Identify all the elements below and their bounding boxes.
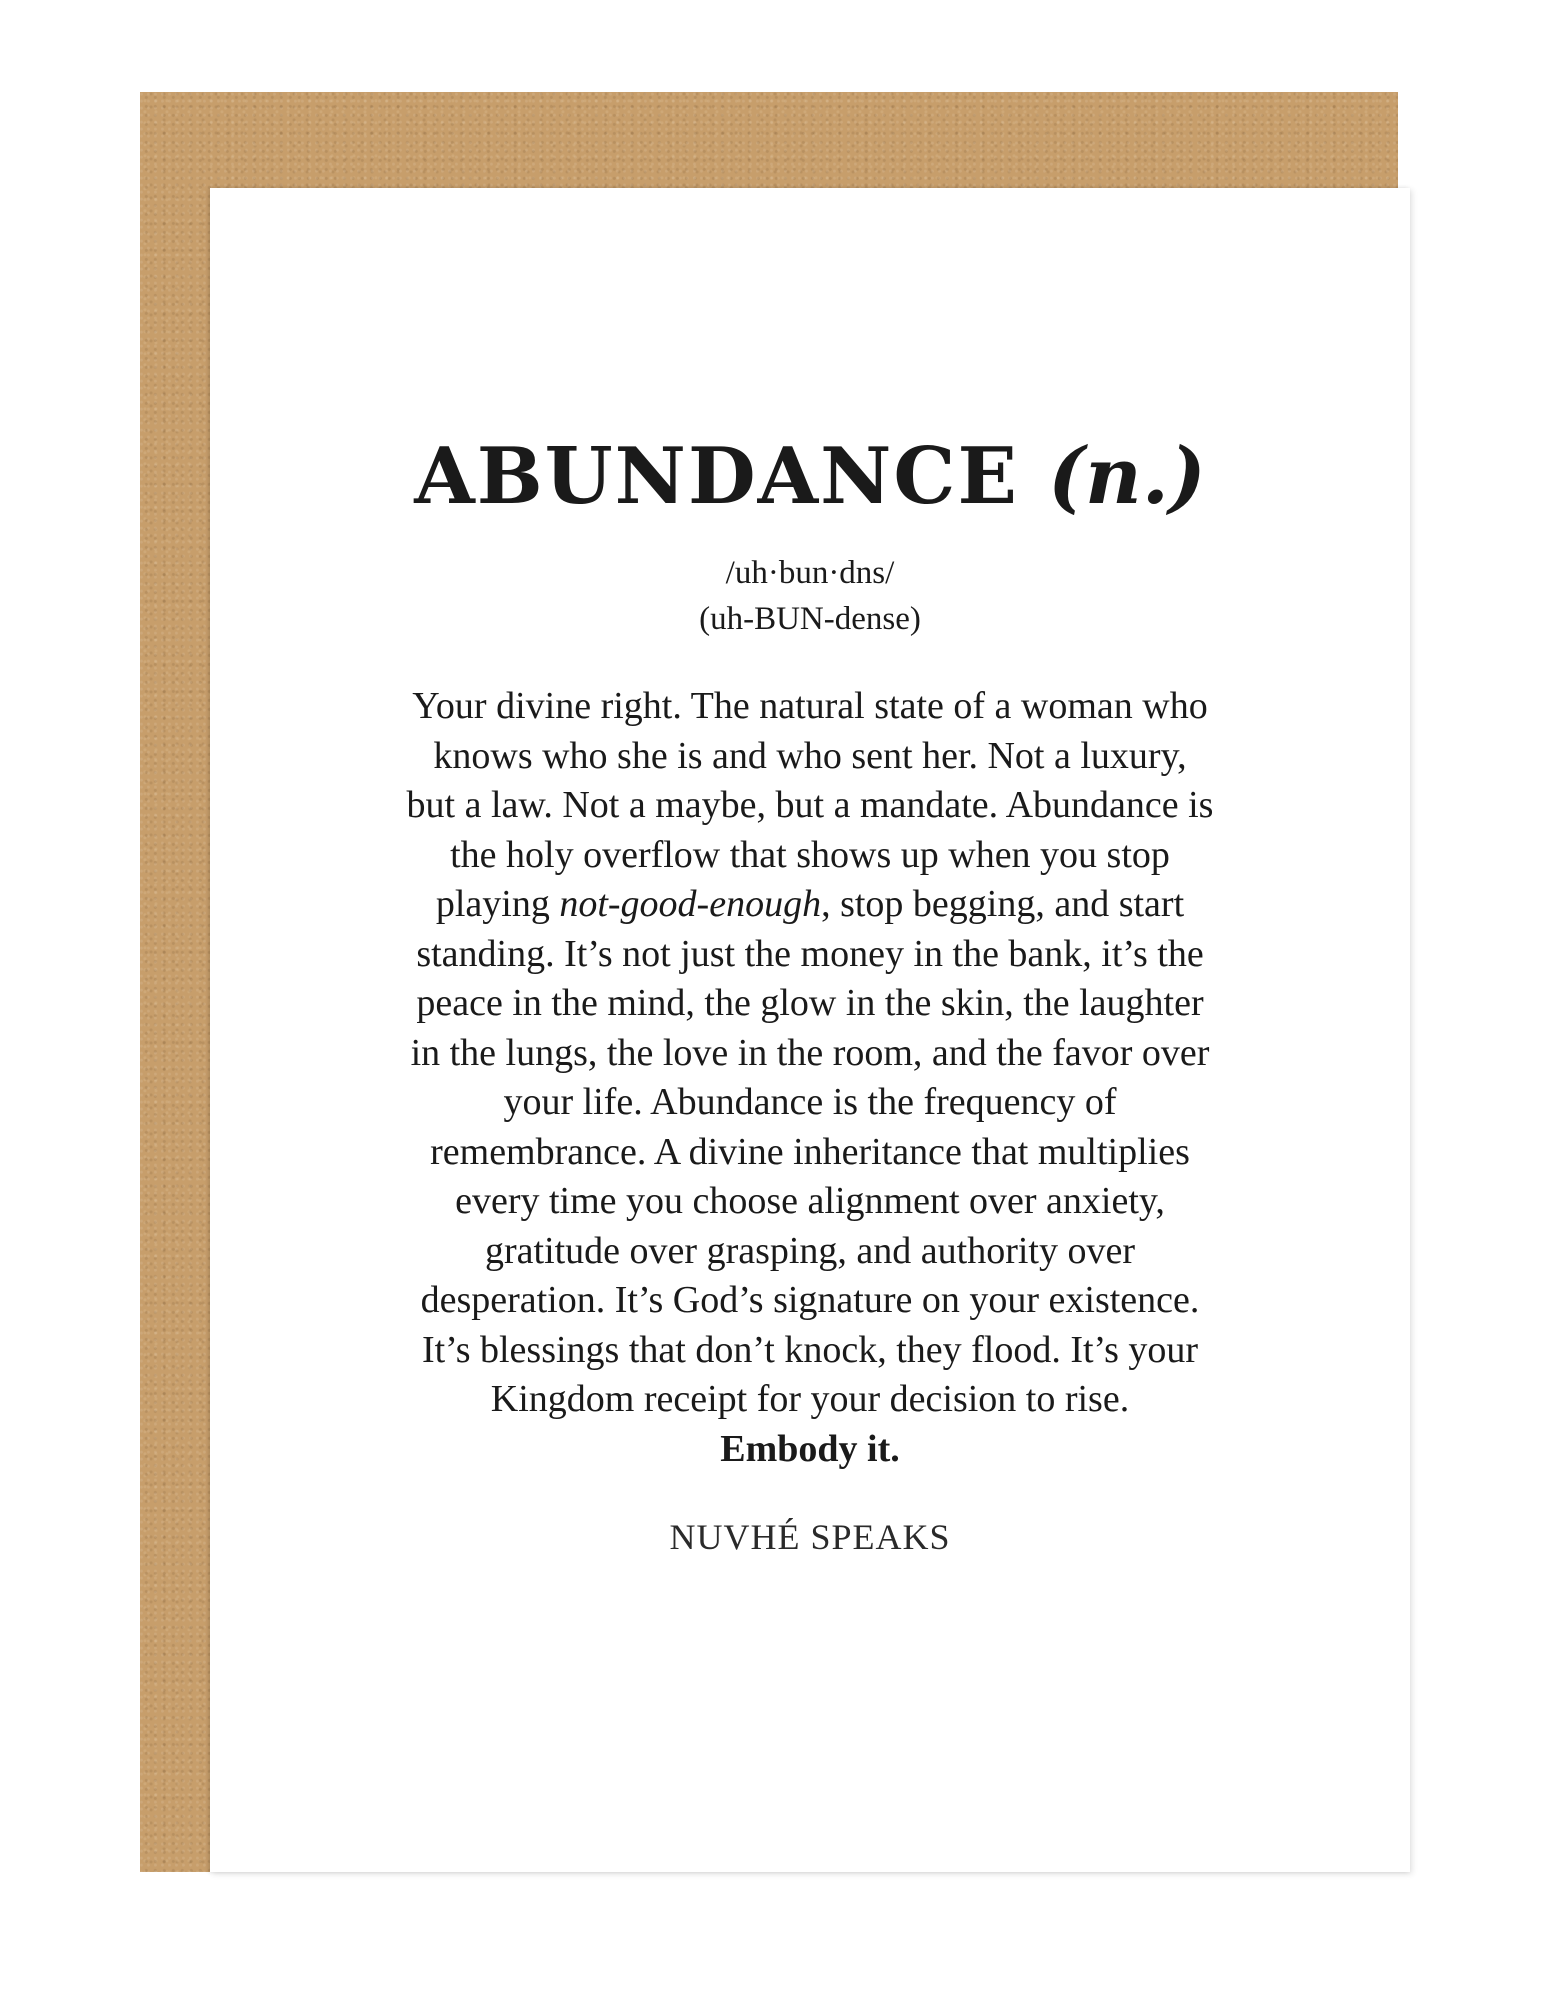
headword-line: [210, 431, 1410, 522]
pronunciation-block: [210, 550, 1410, 642]
part-of-speech: (n.): [1048, 431, 1206, 522]
card-content: [210, 431, 1410, 1558]
pronunciation-guide: (uh-BUN-dense): [699, 601, 921, 637]
greeting-card: [210, 188, 1410, 1872]
headword: ABUNDANCE: [414, 431, 1019, 522]
closing-line: Embody it.: [720, 1427, 900, 1470]
definition-part-2: , stop begging, and start standing. It’s not just the money in the bank, it’s the peace in the mind, the glow in the skin, the laughter in the lungs, the love in the room, and the favor over your life. Abundance is the frequency of remembrance. A divine inheritance that multiplies every time you choose alignment over anxiety, gratitude over grasping, and authority over desperation. It’s God’s signature on your existence. It’s blessings that don’t knock, they flood. It’s your Kingdom receipt for your decision to rise.: [410, 883, 1210, 1420]
definition-part-1: Your divine right. The natural state of a woman who knows who she is and who sent her. Not a luxury, but a law. Not a maybe, but a mandate. Abundance is the holy overflow that shows up when you stop playing: [406, 685, 1214, 925]
definition-emphasis: not-good-enough: [559, 883, 822, 925]
brand-signature: NUVHÉ SPEAKS: [669, 1517, 951, 1557]
definition-text: [405, 682, 1215, 1474]
phonetic-spelling: /uh·bun·dns/: [725, 555, 895, 591]
